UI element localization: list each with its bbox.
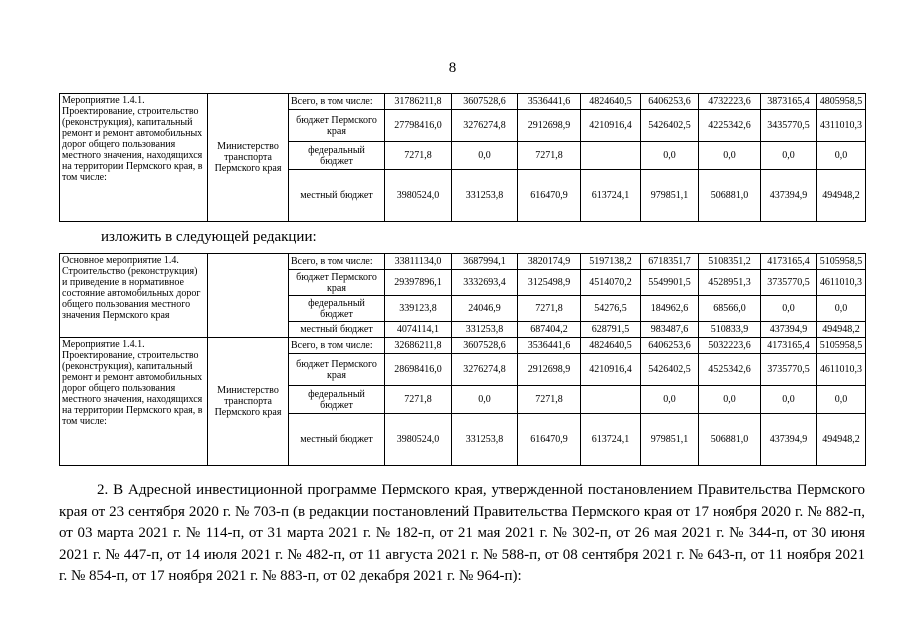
- amount-cell: 983487,6: [641, 322, 699, 338]
- amount-cell: 339123,8: [385, 296, 452, 322]
- amount-cell: 6718351,7: [641, 254, 699, 270]
- amount-cell: 4824640,5: [581, 94, 641, 110]
- amount-cell: 4805958,5: [817, 94, 866, 110]
- amount-cell: 437394,9: [761, 170, 817, 222]
- measure-description: Мероприятие 1.4.1. Проектирование, строительство (реконструкция), капитальный ремонт и ремонт автомобильных дорог общего пользования местного значения, находящихся на территории Пермского края, в том числе:: [60, 94, 208, 222]
- amount-cell: 54276,5: [581, 296, 641, 322]
- amount-cell: 3820174,9: [518, 254, 581, 270]
- amount-cell: 7271,8: [385, 386, 452, 414]
- amount-cell: 3125498,9: [518, 270, 581, 296]
- amount-cell: 3980524,0: [385, 414, 452, 466]
- funding-source-regional: бюджет Пермского края: [289, 270, 385, 296]
- amount-cell: 4514070,2: [581, 270, 641, 296]
- table-row: [60, 254, 866, 270]
- amount-cell: 33811134,0: [385, 254, 452, 270]
- executor-cell: Министерство транспорта Пермского края: [208, 94, 289, 222]
- amount-cell: 6406253,6: [641, 94, 699, 110]
- amount-cell: 29397896,1: [385, 270, 452, 296]
- amount-cell: 4611010,3: [817, 354, 866, 386]
- amount-cell: 4732223,6: [699, 94, 761, 110]
- funding-source-total: Всего, в том числе:: [289, 254, 385, 270]
- amount-cell: [581, 386, 641, 414]
- amount-cell: 0,0: [761, 386, 817, 414]
- amount-cell: 437394,9: [761, 414, 817, 466]
- amount-cell: 613724,1: [581, 414, 641, 466]
- amount-cell: 494948,2: [817, 322, 866, 338]
- amount-cell: 28698416,0: [385, 354, 452, 386]
- amount-cell: 494948,2: [817, 170, 866, 222]
- amount-cell: 5105958,5: [817, 338, 866, 354]
- amount-cell: 0,0: [761, 296, 817, 322]
- amount-cell: 4210916,4: [581, 110, 641, 142]
- revision-phrase: изложить в следующей редакции:: [101, 229, 317, 245]
- amount-cell: 3873165,4: [761, 94, 817, 110]
- amount-cell: 437394,9: [761, 322, 817, 338]
- amount-cell: 3687994,1: [452, 254, 518, 270]
- amount-cell: 331253,8: [452, 322, 518, 338]
- amount-cell: 506881,0: [699, 170, 761, 222]
- amount-cell: 3607528,6: [452, 94, 518, 110]
- amount-cell: 616470,9: [518, 414, 581, 466]
- amount-cell: 331253,8: [452, 170, 518, 222]
- amount-cell: 3276274,8: [452, 354, 518, 386]
- amount-cell: 0,0: [817, 142, 866, 170]
- amount-cell: 3735770,5: [761, 270, 817, 296]
- amount-cell: 4074114,1: [385, 322, 452, 338]
- amount-cell: 687404,2: [518, 322, 581, 338]
- amount-cell: 4210916,4: [581, 354, 641, 386]
- amount-cell: 32686211,8: [385, 338, 452, 354]
- measure-description: Основное мероприятие 1.4. Строительство (реконструкция) и приведение в нормативное состояние автомобильных дорог общего пользования местного значения Пермского края: [60, 254, 208, 338]
- amount-cell: 979851,1: [641, 414, 699, 466]
- amount-cell: 0,0: [452, 386, 518, 414]
- executor-cell: Министерство транспорта Пермского края: [208, 338, 289, 466]
- amount-cell: 2912698,9: [518, 354, 581, 386]
- funding-source-local: местный бюджет: [289, 322, 385, 338]
- funding-source-regional: бюджет Пермского края: [289, 110, 385, 142]
- amount-cell: 510833,9: [699, 322, 761, 338]
- amount-cell: 3607528,6: [452, 338, 518, 354]
- table-row: [60, 94, 866, 110]
- new-budget-table: [59, 253, 866, 466]
- amount-cell: 5108351,2: [699, 254, 761, 270]
- amount-cell: 7271,8: [518, 386, 581, 414]
- amount-cell: 5105958,5: [817, 254, 866, 270]
- amount-cell: 0,0: [817, 386, 866, 414]
- amount-cell: 4824640,5: [581, 338, 641, 354]
- amount-cell: 0,0: [699, 142, 761, 170]
- amount-cell: 3276274,8: [452, 110, 518, 142]
- amount-cell: 4528951,3: [699, 270, 761, 296]
- page-number: 8: [448, 60, 457, 76]
- amount-cell: 4173165,4: [761, 338, 817, 354]
- table-row: [60, 338, 866, 354]
- amount-cell: 3435770,5: [761, 110, 817, 142]
- amount-cell: 3536441,6: [518, 338, 581, 354]
- amount-cell: 4225342,6: [699, 110, 761, 142]
- amount-cell: 4311010,3: [817, 110, 866, 142]
- amount-cell: 2912698,9: [518, 110, 581, 142]
- amount-cell: 0,0: [699, 386, 761, 414]
- amount-cell: [581, 142, 641, 170]
- amount-cell: 979851,1: [641, 170, 699, 222]
- paragraph-text: 2. В Адресной инвестиционной программе Пермского края, утвержденной постановлением Правительства Пермского края от 23 сентября 2020 г. № 703-п (в редакции постановлений Правительства Пермского края от 17 ноября 2020 г. № 882-п, от 03 марта 2021 г. № 114-п, от 31 марта 2021 г. № 182-п, от 21 мая 2021 г. № 302-п, от 26 мая 2021 г. № 344-п, от 30 июня 2021 г. № 447-п, от 14 июля 2021 г. № 482-п, от 11 августа 2021 г. № 588-п, от 08 сентября 2021 г. № 643-п, от 11 ноября 2021 г. № 854-п, от 17 ноября 2021 г. № 883-п, от 02 декабря 2021 г. № 964-п):: [59, 482, 865, 584]
- amount-cell: 27798416,0: [385, 110, 452, 142]
- old-budget-table: [59, 93, 866, 222]
- amount-cell: 0,0: [641, 386, 699, 414]
- amount-cell: 4173165,4: [761, 254, 817, 270]
- funding-source-total: Всего, в том числе:: [289, 94, 385, 110]
- funding-source-total: Всего, в том числе:: [289, 338, 385, 354]
- amount-cell: 0,0: [452, 142, 518, 170]
- amount-cell: 5426402,5: [641, 354, 699, 386]
- amount-cell: 7271,8: [518, 142, 581, 170]
- amount-cell: 0,0: [761, 142, 817, 170]
- amount-cell: 5549901,5: [641, 270, 699, 296]
- amount-cell: 7271,8: [385, 142, 452, 170]
- amount-cell: 3332693,4: [452, 270, 518, 296]
- amount-cell: 24046,9: [452, 296, 518, 322]
- amount-cell: 5197138,2: [581, 254, 641, 270]
- amount-cell: 616470,9: [518, 170, 581, 222]
- funding-source-local: местный бюджет: [289, 414, 385, 466]
- amount-cell: 331253,8: [452, 414, 518, 466]
- amount-cell: 0,0: [641, 142, 699, 170]
- amount-cell: 3536441,6: [518, 94, 581, 110]
- amount-cell: 5426402,5: [641, 110, 699, 142]
- amount-cell: 31786211,8: [385, 94, 452, 110]
- funding-source-federal: федеральный бюджет: [289, 296, 385, 322]
- amount-cell: 7271,8: [518, 296, 581, 322]
- amount-cell: 0,0: [817, 296, 866, 322]
- amount-cell: 506881,0: [699, 414, 761, 466]
- amount-cell: 3735770,5: [761, 354, 817, 386]
- funding-source-regional: бюджет Пермского края: [289, 354, 385, 386]
- amount-cell: 5032223,6: [699, 338, 761, 354]
- amount-cell: 494948,2: [817, 414, 866, 466]
- funding-source-federal: федеральный бюджет: [289, 386, 385, 414]
- amount-cell: 4525342,6: [699, 354, 761, 386]
- amount-cell: 3980524,0: [385, 170, 452, 222]
- amount-cell: 6406253,6: [641, 338, 699, 354]
- amount-cell: 184962,6: [641, 296, 699, 322]
- executor-cell: [208, 254, 289, 338]
- funding-source-federal: федеральный бюджет: [289, 142, 385, 170]
- amendment-paragraph: [59, 480, 865, 588]
- amount-cell: 4611010,3: [817, 270, 866, 296]
- measure-description: Мероприятие 1.4.1. Проектирование, строительство (реконструкция), капитальный ремонт и ремонт автомобильных дорог общего пользования местного значения, находящихся на территории Пермского края, в том числе:: [60, 338, 208, 466]
- amount-cell: 68566,0: [699, 296, 761, 322]
- amount-cell: 613724,1: [581, 170, 641, 222]
- funding-source-local: местный бюджет: [289, 170, 385, 222]
- amount-cell: 628791,5: [581, 322, 641, 338]
